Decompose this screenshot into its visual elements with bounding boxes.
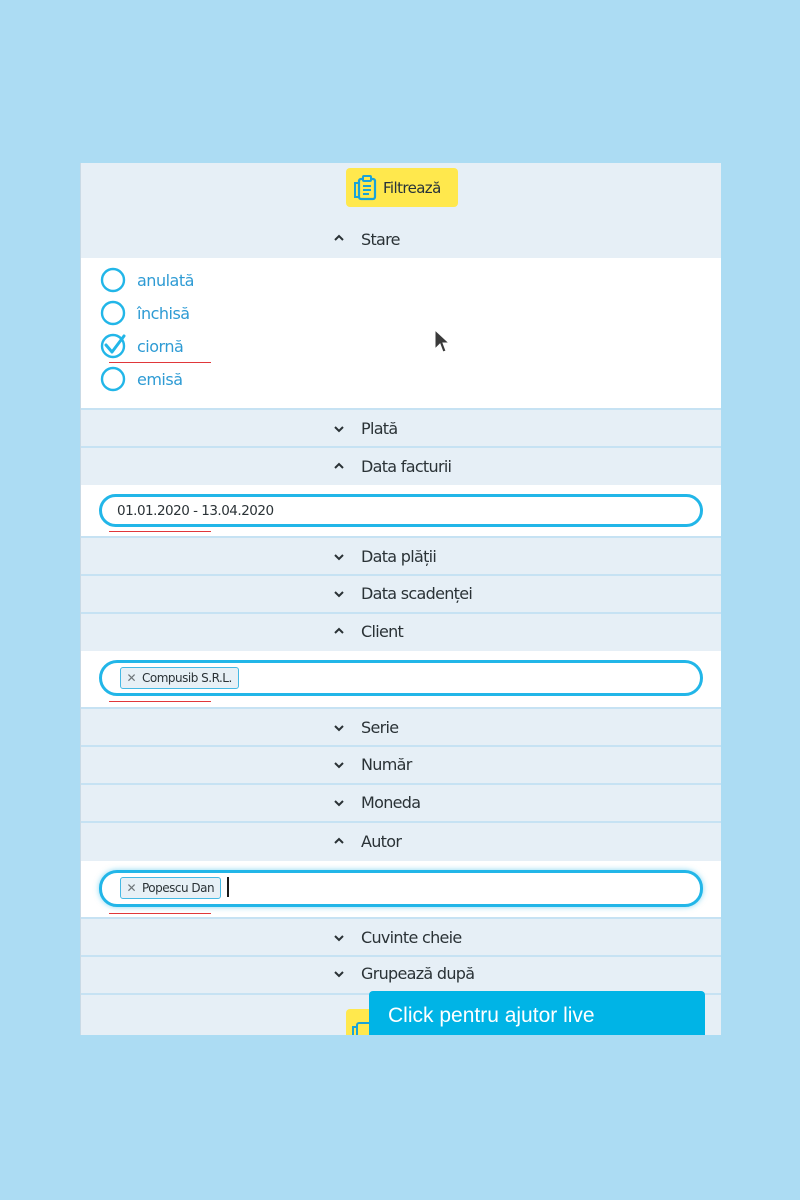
chevron-down-icon — [332, 424, 346, 434]
invoice-date-range-value: 01.01.2020 - 13.04.2020 — [117, 503, 274, 519]
chevron-down-icon — [332, 798, 346, 808]
radio-unchecked-icon — [100, 366, 126, 392]
section-title-data-platii: Data plății — [361, 547, 437, 566]
text-caret — [227, 877, 229, 897]
spellcheck-underline — [109, 701, 211, 702]
chevron-down-icon — [332, 589, 346, 599]
author-tag-label: Popescu Dan — [142, 881, 215, 895]
chevron-down-icon — [332, 969, 346, 979]
section-body-autor — [81, 861, 721, 917]
section-title-serie: Serie — [361, 718, 399, 737]
radio-unchecked-icon — [100, 267, 126, 293]
remove-tag-icon[interactable]: ✕ — [126, 671, 137, 685]
section-header-data-scadentei[interactable] — [81, 576, 721, 614]
section-header-numar[interactable] — [81, 747, 721, 785]
mouse-cursor-icon — [434, 329, 450, 355]
clipboard-icon — [350, 173, 380, 203]
section-header-client[interactable] — [81, 614, 721, 651]
section-body-client — [81, 651, 721, 707]
status-option-inchisa[interactable] — [100, 298, 190, 328]
radio-unchecked-icon — [100, 300, 126, 326]
chevron-up-icon — [332, 626, 346, 636]
chevron-up-icon — [332, 233, 346, 243]
section-header-stare[interactable] — [81, 221, 721, 258]
checkmark-circle-icon — [100, 333, 126, 359]
section-header-grupeaza-dupa[interactable] — [81, 957, 721, 995]
section-body-stare — [81, 258, 721, 408]
spellcheck-underline — [109, 913, 211, 914]
section-body-data-facturii — [81, 485, 721, 536]
section-header-data-platii[interactable] — [81, 536, 721, 576]
section-title-client: Client — [361, 622, 404, 641]
section-title-numar: Număr — [361, 755, 412, 774]
invoice-date-range-input[interactable] — [99, 494, 703, 527]
section-title-data-scadentei: Data scadenței — [361, 584, 473, 603]
client-tag — [120, 667, 239, 689]
section-title-moneda: Moneda — [361, 793, 421, 812]
chevron-down-icon — [332, 723, 346, 733]
remove-tag-icon[interactable]: ✕ — [126, 881, 137, 895]
section-header-cuvinte-cheie[interactable] — [81, 917, 721, 957]
section-title-plata: Plată — [361, 419, 398, 438]
status-option-label: ciornă — [137, 336, 184, 356]
chevron-up-icon — [332, 836, 346, 846]
chevron-down-icon — [332, 760, 346, 770]
author-input[interactable] — [99, 870, 703, 907]
status-option-ciorna[interactable] — [100, 331, 183, 361]
section-header-plata[interactable] — [81, 408, 721, 448]
filter-button-bottom[interactable] — [346, 1009, 370, 1035]
section-title-data-facturii: Data facturii — [361, 457, 452, 476]
section-title-stare: Stare — [361, 230, 400, 249]
section-header-serie[interactable] — [81, 707, 721, 747]
spellcheck-underline — [109, 531, 211, 532]
live-chat-button[interactable] — [369, 991, 705, 1035]
live-chat-label: Click pentru ajutor live — [388, 1004, 595, 1027]
filter-button[interactable] — [346, 168, 458, 207]
client-tag-label: Compusib S.R.L. — [142, 671, 232, 685]
filter-toolbar — [81, 163, 721, 221]
client-input[interactable] — [99, 660, 703, 696]
section-title-autor: Autor — [361, 832, 402, 851]
section-header-autor[interactable] — [81, 823, 721, 861]
section-header-moneda[interactable] — [81, 785, 721, 823]
filter-button-label: Filtrează — [383, 178, 441, 197]
status-option-emisa[interactable] — [100, 364, 183, 394]
chevron-down-icon — [332, 933, 346, 943]
section-header-data-facturii[interactable] — [81, 448, 721, 485]
status-option-anulata[interactable] — [100, 265, 194, 295]
status-option-label: emisă — [137, 369, 183, 389]
chevron-down-icon — [332, 552, 346, 562]
section-title-grupeaza-dupa: Grupează după — [361, 964, 475, 983]
status-option-label: închisă — [137, 303, 190, 323]
status-option-label: anulată — [137, 270, 194, 290]
chevron-up-icon — [332, 461, 346, 471]
section-title-cuvinte-cheie: Cuvinte cheie — [361, 928, 462, 947]
spellcheck-underline — [109, 362, 211, 363]
filter-panel — [80, 163, 721, 1035]
author-tag — [120, 877, 221, 899]
